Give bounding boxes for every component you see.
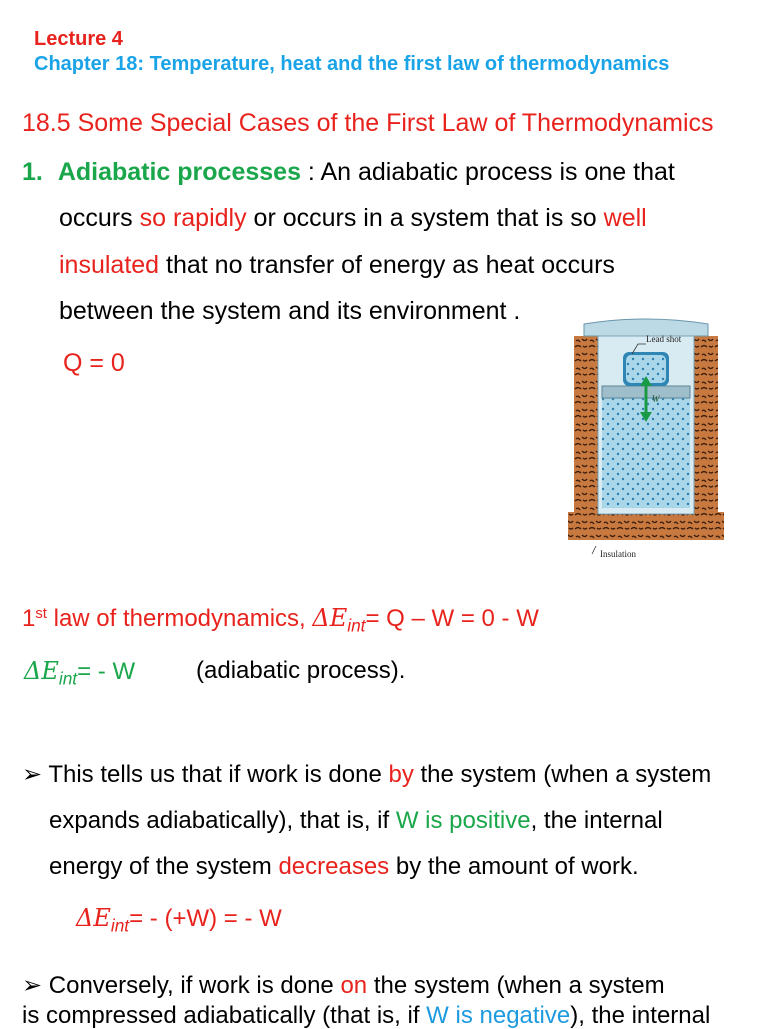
bullet1-line3: [49, 855, 639, 879]
highlight-w-negative: W is negative: [426, 1002, 571, 1029]
text-run: 1: [22, 605, 36, 632]
text-run: energy of the system: [49, 853, 279, 880]
bullet2-line1: [22, 974, 665, 998]
highlight-insulated: insulated: [59, 251, 160, 279]
highlight-w-positive: W is positive: [395, 807, 531, 834]
text-run: that no transfer of energy as heat occurs: [159, 251, 615, 279]
text-run: This tells us that if work is done: [42, 761, 389, 788]
lead-shot-label: Lead shot: [646, 334, 682, 344]
delta-e: ΔE: [312, 604, 348, 632]
text-run: by the amount of work.: [389, 853, 639, 880]
section-title: 18.5 Some Special Cases of the First Law of Thermodynamics: [22, 109, 714, 137]
positive-work-equation: [76, 906, 282, 935]
text-run: or occurs in a system that is so: [246, 204, 604, 232]
arrow-bullet-icon: ➢: [22, 761, 43, 788]
item1-line1-rest: : An adiabatic process is one that: [300, 158, 675, 186]
bullet2-line2: [22, 1004, 710, 1028]
item1-line1: [22, 160, 675, 185]
arrow-bullet-icon: ➢: [22, 972, 43, 999]
bullet1-line2: [49, 809, 663, 833]
text-run: , the internal: [530, 807, 663, 834]
equation-rest: = - W: [77, 658, 136, 685]
item1-line4: between the system and its environment .: [59, 297, 521, 325]
insulation-label: Insulation: [600, 549, 636, 559]
q-equation: Q = 0: [63, 349, 125, 377]
subscript-int: int: [347, 615, 366, 636]
subscript-int: int: [110, 915, 130, 936]
text-run: law of thermodynamics,: [46, 605, 313, 632]
cylinder-illustration: [560, 316, 730, 566]
text-run: expands adiabatically), that is, if: [49, 807, 396, 834]
text-run: ), the internal: [570, 1002, 711, 1029]
highlight-well: well: [603, 204, 647, 232]
highlight-decreases: decreases: [278, 853, 390, 880]
item1-line3: [59, 253, 615, 278]
text-run: the system (when a system: [367, 972, 665, 999]
text-run: occurs: [59, 204, 140, 232]
text-run: Conversely, if work is done: [42, 972, 341, 999]
subscript-int: int: [58, 668, 78, 689]
text-run: is compressed adiabatically (that is, if: [22, 1002, 427, 1029]
adiabatic-note: (adiabatic process).: [196, 657, 406, 684]
equation-rest: = Q – W = 0 - W: [365, 605, 539, 632]
item1-number: 1.: [22, 158, 43, 186]
highlight-on: on: [340, 972, 368, 999]
equation-rest: = - (+W) = - W: [129, 905, 282, 932]
work-label: W: [652, 394, 660, 404]
first-law-line: [22, 606, 539, 635]
adiabatic-cylinder-figure: [560, 316, 730, 566]
item1-line2: [59, 206, 647, 231]
chapter-title: Chapter 18: Temperature, heat and the first law of thermodynamics: [34, 53, 670, 75]
item1-term: Adiabatic processes: [57, 158, 301, 186]
adiabatic-equation: [24, 659, 135, 688]
text-run: the system (when a system: [413, 761, 712, 788]
delta-e: ΔE: [24, 657, 59, 685]
highlight-so-rapidly: so rapidly: [139, 204, 247, 232]
bullet1-line1: [22, 763, 711, 787]
delta-e: ΔE: [76, 904, 111, 932]
superscript: st: [35, 605, 47, 622]
lecture-label: Lecture 4: [34, 28, 123, 50]
highlight-by: by: [388, 761, 414, 788]
